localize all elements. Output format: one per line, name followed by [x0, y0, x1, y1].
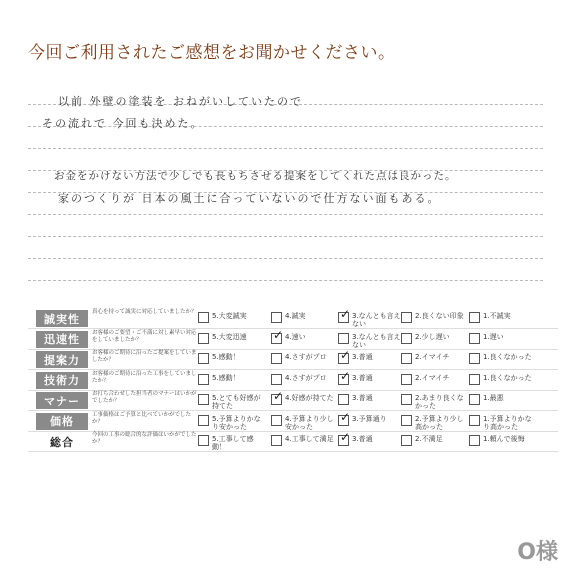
checked-checkbox[interactable]: [338, 435, 349, 446]
rating-option[interactable]: [271, 435, 334, 446]
checkbox[interactable]: [401, 353, 412, 364]
rating-option-label: 3.普通: [352, 353, 373, 361]
rating-option-label: 2.良くない印象: [415, 312, 464, 320]
rating-option-label: 1.遅い: [483, 332, 504, 341]
row-divider: [28, 451, 558, 452]
rating-option[interactable]: [469, 374, 532, 385]
rating-option[interactable]: [198, 435, 266, 451]
rating-option[interactable]: [271, 394, 334, 405]
handwritten-line: 以前 外壁の塗装を おねがいしていたので: [58, 95, 303, 108]
rating-option[interactable]: [338, 374, 373, 385]
checkbox[interactable]: [198, 374, 209, 385]
rating-option[interactable]: [198, 374, 240, 385]
ruled-line: [28, 236, 543, 237]
rating-option[interactable]: [338, 394, 373, 405]
checkbox[interactable]: [401, 415, 412, 426]
rating-option-label: 4.誠実: [285, 312, 306, 320]
rating-option[interactable]: [271, 415, 339, 431]
checkbox[interactable]: [469, 333, 480, 344]
checkbox[interactable]: [401, 394, 412, 405]
rating-question: お客様のご要望・ご不満に対し素早い対応をしていましたか？: [92, 329, 197, 343]
checkbox[interactable]: [271, 312, 282, 323]
checked-checkbox[interactable]: [338, 374, 349, 385]
ruled-line: [28, 148, 543, 149]
rating-row: [28, 308, 558, 329]
rating-option-label: 5.感動！: [212, 353, 240, 361]
checked-checkbox[interactable]: [338, 312, 349, 323]
rating-option[interactable]: [469, 353, 532, 364]
rating-option[interactable]: [469, 394, 504, 405]
rating-question: 今回の工事の総合的な評価はいかがでしたか？: [92, 432, 197, 445]
rating-option[interactable]: [401, 435, 443, 446]
ruled-line: [28, 258, 543, 259]
checked-checkbox[interactable]: [271, 394, 282, 405]
checkbox[interactable]: [198, 353, 209, 364]
rating-option[interactable]: [338, 333, 406, 349]
rating-option[interactable]: [469, 435, 525, 446]
rating-option[interactable]: [401, 353, 450, 364]
rating-option-label: 3.なんとも言えない: [352, 312, 401, 328]
rating-category-label: 価格: [36, 413, 88, 430]
rating-row: [28, 431, 558, 452]
rating-option[interactable]: [401, 415, 469, 431]
rating-option[interactable]: [469, 312, 511, 323]
rating-option-label: 4.速い: [285, 332, 306, 341]
rating-option-label: 5.大変誠実: [212, 312, 247, 320]
ruled-line: [28, 214, 543, 215]
customer-name: O様: [517, 540, 558, 565]
rating-option-label: 5.感動！: [212, 373, 240, 382]
rating-option-label: 2.少し遅い: [415, 332, 450, 341]
rating-category-label: 迅速性: [36, 331, 88, 348]
rating-option[interactable]: [401, 312, 464, 323]
rating-option-label: 2.イマイチ: [415, 353, 450, 361]
rating-row: [28, 370, 558, 391]
checkbox[interactable]: [469, 394, 480, 405]
checkbox[interactable]: [198, 435, 209, 446]
checkbox[interactable]: [401, 435, 412, 446]
handwritten-line: その流れで 今回も決めた。: [42, 117, 204, 130]
checkbox[interactable]: [469, 435, 480, 446]
rating-option-label: 1.予算よりかなり高かった: [483, 414, 532, 431]
rating-option-label: 2.予算より少し高かった: [415, 414, 464, 431]
rating-option[interactable]: [271, 353, 327, 364]
checkbox[interactable]: [271, 415, 282, 426]
checkbox[interactable]: [401, 374, 412, 385]
rating-category-label: 技術力: [36, 372, 88, 389]
rating-option-label: 5.予算よりかなり安かった: [212, 414, 261, 431]
rating-option[interactable]: [198, 333, 247, 344]
rating-category-label: 提案力: [36, 351, 88, 368]
rating-question: 工事価格はご予算と比べていかがでしたか？: [92, 411, 192, 425]
rating-option[interactable]: [401, 333, 450, 344]
rating-option-label: 3.普通: [352, 373, 373, 382]
checkbox[interactable]: [469, 415, 480, 426]
checked-checkbox[interactable]: [338, 353, 349, 364]
rating-option[interactable]: [198, 394, 266, 410]
rating-option[interactable]: [338, 435, 373, 446]
rating-option-label: 5.工事して感動！: [212, 435, 254, 451]
rating-row: [28, 349, 558, 370]
rating-option[interactable]: [401, 374, 450, 385]
checkbox[interactable]: [338, 394, 349, 405]
rating-option[interactable]: [271, 374, 327, 385]
rating-option-label: 3.なんとも言えない: [352, 332, 401, 349]
rating-option[interactable]: [469, 333, 504, 344]
rating-option-label: 1.頼んで後悔: [483, 435, 525, 443]
rating-option-label: 1.良くなかった: [483, 373, 532, 382]
rating-option[interactable]: [338, 353, 373, 364]
checkbox[interactable]: [469, 353, 480, 364]
rating-option-label: 1.良くなかった: [483, 353, 532, 361]
rating-option-label: 1.最悪: [483, 394, 504, 402]
rating-category-label: マナー: [36, 392, 88, 409]
rating-option[interactable]: [469, 415, 537, 431]
handwritten-line: お金をかけない方法で少しでも長もちさせる提案をしてくれた点は良かった。: [54, 170, 457, 182]
rating-option[interactable]: [198, 353, 240, 364]
checkbox[interactable]: [271, 435, 282, 446]
rating-category-label: 誠実性: [36, 310, 88, 327]
rating-row: [28, 411, 558, 432]
rating-question: 真心を持って誠実に対応していましたか？: [92, 309, 197, 315]
checked-checkbox[interactable]: [338, 415, 349, 426]
rating-option-label: 2.あまり良くなかった: [415, 394, 464, 410]
rating-option-label: 4.好感が持てた: [285, 394, 334, 402]
checkbox[interactable]: [338, 333, 349, 344]
rating-question: お打ち合わせした担当者のマナーはいかがでしたか？: [92, 391, 197, 404]
rating-option[interactable]: [338, 415, 387, 426]
rating-option[interactable]: [401, 394, 469, 410]
rating-option-label: 4.工事して満足: [285, 435, 334, 443]
rating-question: お客様のご期待に沿った工事をしていましたか？: [92, 370, 197, 384]
rating-option[interactable]: [198, 312, 247, 323]
checkbox[interactable]: [198, 415, 209, 426]
checkbox[interactable]: [271, 353, 282, 364]
rating-option-label: 4.予算より少し安かった: [285, 414, 334, 431]
rating-option-label: 4.さすがプロ: [285, 373, 327, 382]
rating-row: [28, 390, 558, 411]
checkbox[interactable]: [198, 333, 209, 344]
handwritten-line: 家のつくりが 日本の風土に合っていないので仕方ない面もある。: [58, 192, 441, 205]
rating-option-label: 5.とても好感が持てた: [212, 394, 261, 410]
rating-option-label: 5.大変迅速: [212, 332, 247, 341]
checkbox[interactable]: [469, 312, 480, 323]
rating-option-label: 3.普通: [352, 435, 373, 443]
rating-row: [28, 329, 558, 350]
checkbox[interactable]: [198, 394, 209, 405]
rating-option-label: 3.普通: [352, 394, 373, 402]
rating-option-label: 2.不満足: [415, 435, 443, 443]
rating-question: お客様のご期待に沿ったご提案をしていましたか？: [92, 350, 197, 363]
rating-option-label: 2.イマイチ: [415, 373, 450, 382]
rating-option-label: 1.不誠実: [483, 312, 511, 320]
rating-option[interactable]: [198, 415, 266, 431]
rating-option[interactable]: [271, 312, 306, 323]
rating-option-label: 4.さすがプロ: [285, 353, 327, 361]
checkbox[interactable]: [401, 333, 412, 344]
rating-option[interactable]: [271, 333, 306, 344]
rating-category-label: 総合: [50, 435, 74, 449]
rating-option-label: 3.予算通り: [352, 414, 387, 423]
checkbox[interactable]: [198, 312, 209, 323]
ruled-line: [28, 280, 543, 281]
page-title: 今回ご利用されたご感想をお聞かせください。: [28, 43, 396, 63]
checked-checkbox[interactable]: [271, 333, 282, 344]
rating-option[interactable]: [338, 312, 406, 328]
checkbox[interactable]: [401, 312, 412, 323]
checkbox[interactable]: [469, 374, 480, 385]
checkbox[interactable]: [271, 374, 282, 385]
